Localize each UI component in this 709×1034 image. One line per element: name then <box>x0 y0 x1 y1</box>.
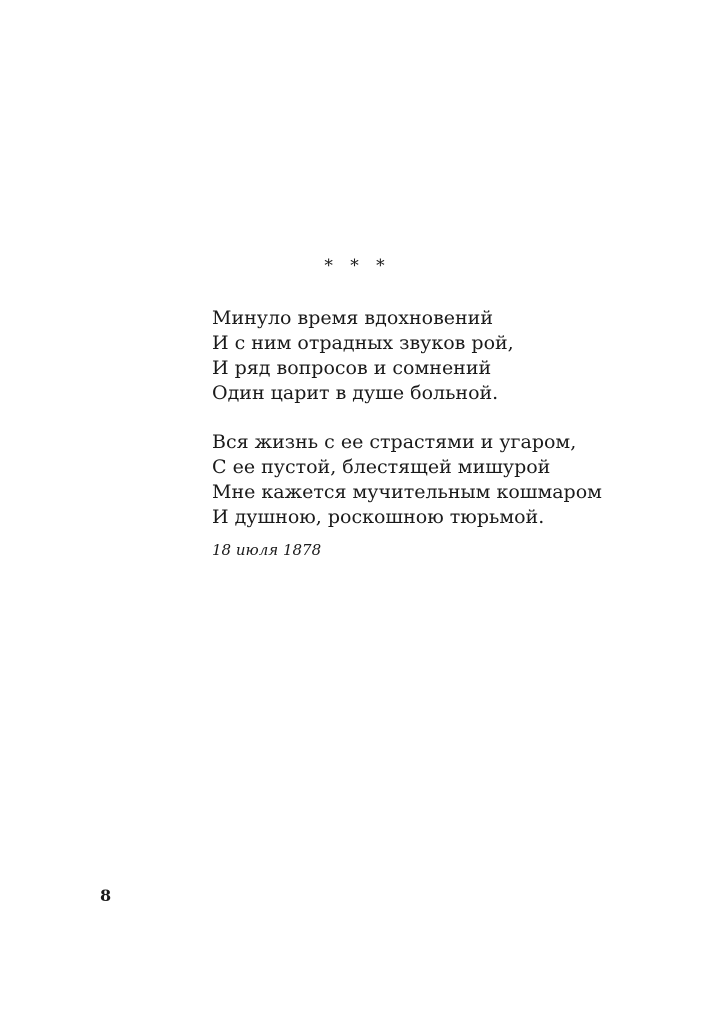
poem-line: И ряд вопросов и сомнений <box>212 357 492 379</box>
poem-separator: * * * <box>324 256 391 276</box>
poem-line: С ее пустой, блестящей мишурой <box>212 456 551 478</box>
poem-line: Минуло время вдохновений <box>212 307 494 329</box>
poem-line: Один царит в душе больной. <box>212 382 499 404</box>
stanza-1 <box>212 306 682 406</box>
poem-line: Мне кажется мучительным кошмаром <box>212 481 602 503</box>
poem-date: 18 июля 1878 <box>212 541 322 559</box>
page-number: 8 <box>100 886 112 905</box>
poem-line: И душною, роскошною тюрьмой. <box>212 506 545 528</box>
poem-line: И с ним отрадных звуков рой, <box>212 332 514 354</box>
poem-body <box>212 306 682 554</box>
stanza-2 <box>212 430 682 530</box>
poem-line: Вся жизнь с ее страстями и угаром, <box>212 431 577 453</box>
